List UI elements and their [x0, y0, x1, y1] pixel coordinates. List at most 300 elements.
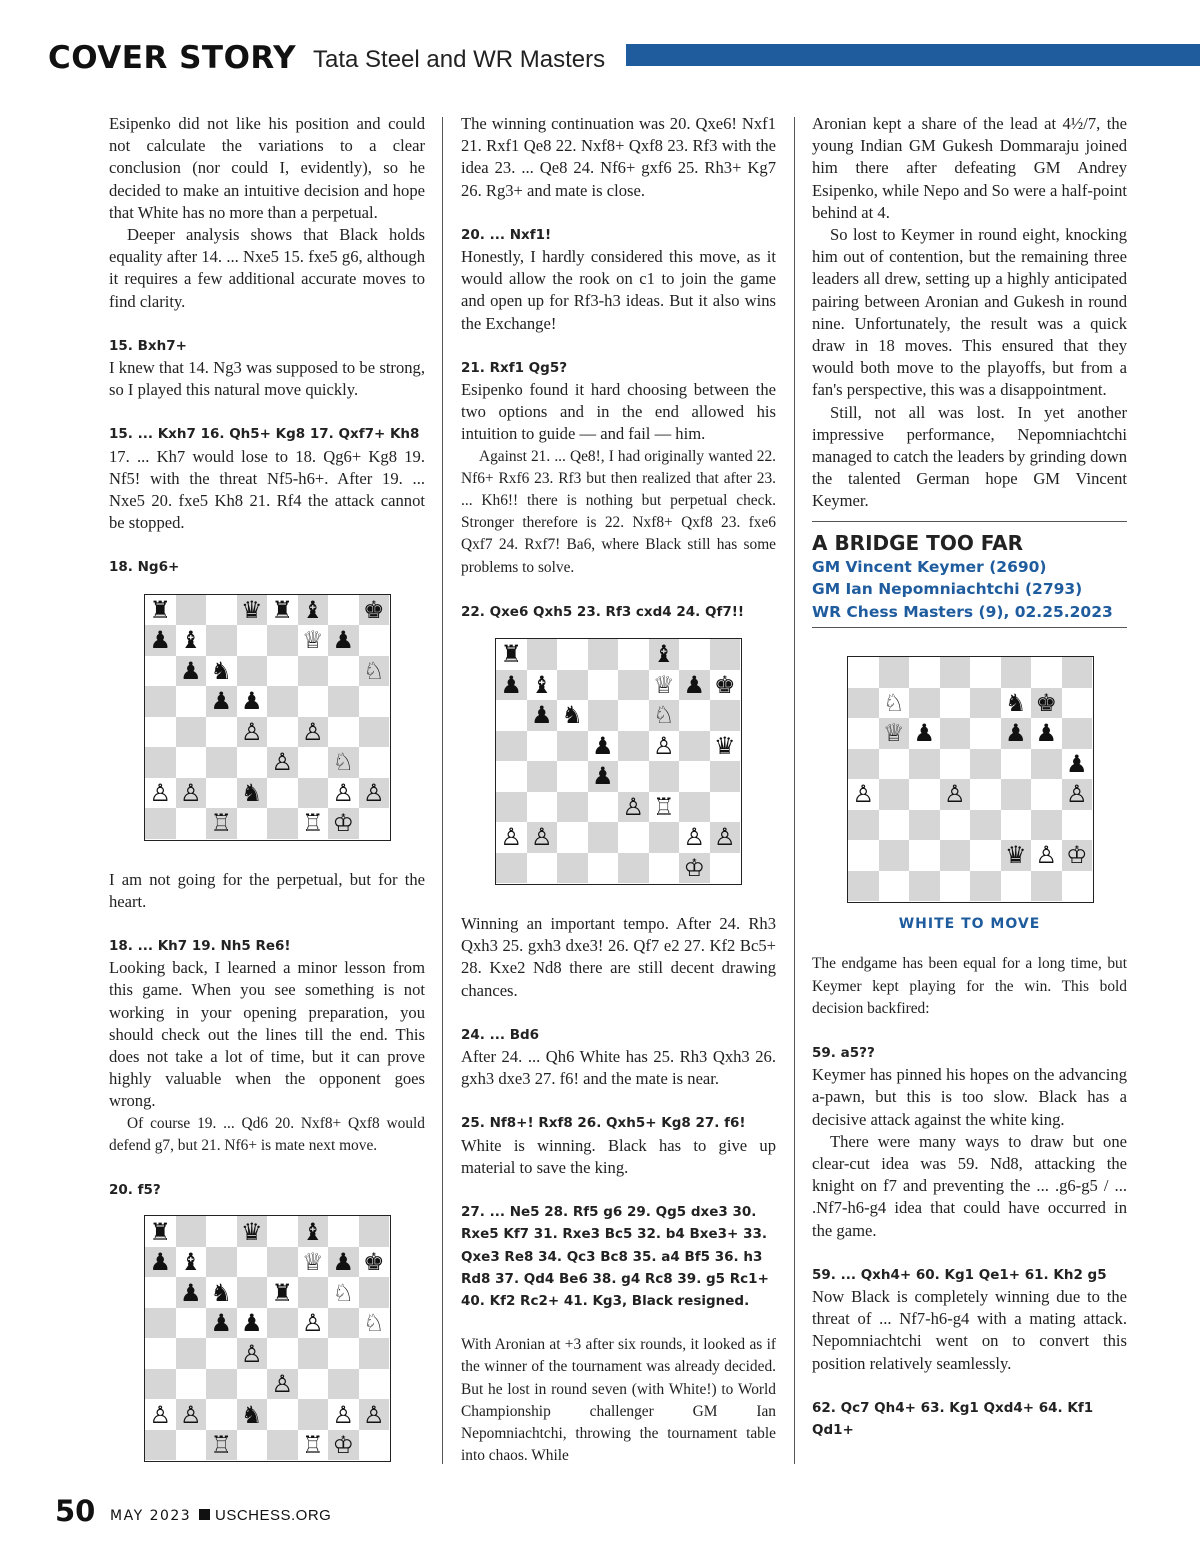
white-knight-icon: ♘	[649, 700, 680, 731]
paragraph: Esipenko found it hard choosing between the two options and in the end allowed his intuition to guide — and fail — him.	[461, 380, 776, 444]
white-pawn-icon: ♙	[359, 778, 390, 809]
board-square	[848, 871, 879, 902]
white-rook-icon: ♖	[649, 792, 680, 823]
column-divider-1	[442, 117, 443, 1464]
white-pawn-icon: ♙	[496, 822, 527, 853]
black-pawn-icon: ♟	[176, 656, 207, 687]
issue-date: MAY 2023	[110, 1508, 192, 1524]
board-square	[267, 1338, 298, 1369]
board-square	[1062, 657, 1093, 688]
white-queen-icon: ♕	[649, 670, 680, 701]
board-square	[496, 731, 527, 762]
board-square	[359, 1277, 390, 1308]
board-square	[206, 625, 237, 656]
white-king-icon: ♔	[1062, 840, 1093, 871]
black-pawn-icon: ♟	[1031, 718, 1062, 749]
board-square	[359, 1430, 390, 1461]
white-pawn-icon: ♙	[848, 779, 879, 810]
board-square	[267, 1247, 298, 1278]
board-square	[940, 688, 971, 719]
black-rook-icon: ♜	[145, 595, 176, 626]
black-bishop-icon: ♝	[176, 1247, 207, 1278]
board-square	[557, 761, 588, 792]
board-square	[328, 686, 359, 717]
page-number: 50	[55, 1494, 96, 1528]
board-square	[359, 747, 390, 778]
board-square	[176, 1369, 207, 1400]
chess-diagram	[144, 594, 391, 841]
board-square	[267, 656, 298, 687]
white-king-icon: ♔	[328, 1430, 359, 1461]
white-pawn-icon: ♙	[649, 731, 680, 762]
board-square	[359, 808, 390, 839]
paragraph: Deeper analysis shows that Black holds equality after 14. ... Nxe5 15. fxe5 g6, although it requires a few additional accurate moves to find clarity.	[109, 225, 425, 311]
board-square	[496, 700, 527, 731]
board-square	[940, 871, 971, 902]
white-pawn-icon: ♙	[237, 717, 268, 748]
board-square	[1031, 657, 1062, 688]
board-square	[267, 808, 298, 839]
board-square	[588, 792, 619, 823]
board-square	[145, 1338, 176, 1369]
paragraph: Of course 19. ... Qd6 20. Nxf8+ Qxf8 would defend g7, but 21. Nf6+ is mate next move.	[109, 1114, 425, 1154]
board-square	[940, 657, 971, 688]
board-square	[176, 808, 207, 839]
move-heading: 15. ... Kxh7 16. Qh5+ Kg8 17. Qxf7+ Kh8	[109, 426, 420, 443]
board-square	[328, 717, 359, 748]
board-square	[145, 656, 176, 687]
move-heading: 24. ... Bd6	[461, 1026, 540, 1043]
board-square	[940, 840, 971, 871]
paragraph: Honestly, I hardly considered this move, as it would allow the rook on c1 to join the game and open up for Rf3-h3 ideas. But it also wins the Exchange!	[461, 247, 776, 333]
black-bishop-icon: ♝	[298, 1216, 329, 1247]
paragraph: The winning continuation was 20. Qxe6! Nxf1 21. Rxf1 Qe8 22. Nxf8+ Qxf8 23. Rf3 with the idea 23. ... Qe8 24. Nf6+ gxf6 25. Rh3+ Kg7 26. Rg3+ and mate is close.	[461, 114, 776, 200]
paragraph: Winning an important tempo. After 24. Rh3 Qxh3 25. gxh3 dxe3! 26. Qf7 e2 27. Kf2 Bc5+ 28. Kxe2 Nd8 there are still decent drawing chances.	[461, 914, 776, 1000]
board-square	[970, 779, 1001, 810]
board-square	[557, 670, 588, 701]
board-square	[328, 1308, 359, 1339]
black-pawn-icon: ♟	[145, 625, 176, 656]
board-square	[710, 853, 741, 884]
board-square	[176, 717, 207, 748]
board-square	[359, 1338, 390, 1369]
board-square	[267, 686, 298, 717]
move-heading: 18. Ng6+	[109, 559, 180, 576]
board-square	[588, 670, 619, 701]
white-knight-icon: ♘	[328, 747, 359, 778]
board-square	[328, 1216, 359, 1247]
board-square	[879, 840, 910, 871]
board-square	[909, 779, 940, 810]
board-square	[1001, 810, 1032, 841]
board-square	[848, 657, 879, 688]
black-knight-icon: ♞	[206, 656, 237, 687]
board-square	[1001, 657, 1032, 688]
board-square	[557, 639, 588, 670]
board-square	[298, 1338, 329, 1369]
board-square	[970, 840, 1001, 871]
black-bishop-icon: ♝	[298, 595, 329, 626]
board-square	[940, 810, 971, 841]
sidebar-title: A BRIDGE TOO FAR	[812, 530, 1024, 555]
board-square	[206, 1369, 237, 1400]
white-pawn-icon: ♙	[940, 779, 971, 810]
board-square	[527, 792, 558, 823]
board-square	[206, 1399, 237, 1430]
black-rook-icon: ♜	[496, 639, 527, 670]
board-square	[527, 731, 558, 762]
paragraph: With Aronian at +3 after six rounds, it looked as if the winner of the tournament was already decided. But he lost in round seven (with White!) to World Championship challenger GM Ian Nepomniachtchi, throwing the tournament table into chaos. While	[461, 1336, 776, 1465]
black-bishop-icon: ♝	[649, 639, 680, 670]
board-square	[679, 792, 710, 823]
white-pawn-icon: ♙	[298, 1308, 329, 1339]
board-square	[527, 639, 558, 670]
board-square	[176, 686, 207, 717]
board-square	[359, 1216, 390, 1247]
board-square	[970, 810, 1001, 841]
board-square	[496, 792, 527, 823]
board-square	[848, 840, 879, 871]
chess-diagram	[847, 656, 1094, 903]
board-square	[298, 1399, 329, 1430]
black-pawn-icon: ♟	[909, 718, 940, 749]
black-knight-icon: ♞	[237, 1399, 268, 1430]
board-square	[237, 656, 268, 687]
board-square	[145, 1430, 176, 1461]
white-pawn-icon: ♙	[328, 778, 359, 809]
move-heading: 15. Bxh7+	[109, 337, 187, 354]
white-pawn-icon: ♙	[527, 822, 558, 853]
page-header	[48, 40, 1200, 76]
black-pawn-icon: ♟	[237, 1308, 268, 1339]
black-pawn-icon: ♟	[206, 1308, 237, 1339]
board-square	[237, 625, 268, 656]
board-square	[710, 761, 741, 792]
paragraph: So lost to Keymer in round eight, knocking him out of contention, but the remaining three leaders all drew, setting up a highly anticipated pairing between Aronian and Gukesh in round nine. Unfortunately, the result was a quick draw in 18 moves. This ensured that they would both move to the playoffs, but from a fan's perspective, this was a disappointment.	[812, 225, 1127, 400]
paragraph: I am not going for the perpetual, but for the heart.	[109, 869, 425, 911]
board-square	[970, 871, 1001, 902]
board-square	[328, 1369, 359, 1400]
footer-square	[199, 1509, 210, 1520]
move-heading: 25. Nf8+! Rxf8 26. Qxh5+ Kg8 27. f6!	[461, 1115, 746, 1132]
white-pawn-icon: ♙	[176, 778, 207, 809]
board-square	[1001, 749, 1032, 780]
move-heading: 62. Qc7 Qh4+ 63. Kg1 Qxd4+ 64. Kf1 Qd1+	[812, 1399, 1094, 1439]
black-pawn-icon: ♟	[679, 670, 710, 701]
black-pawn-icon: ♟	[328, 625, 359, 656]
board-square	[970, 718, 1001, 749]
board-square	[237, 1277, 268, 1308]
board-square	[206, 1338, 237, 1369]
black-rook-icon: ♜	[267, 1277, 298, 1308]
board-square	[176, 1216, 207, 1247]
white-pawn-icon: ♙	[237, 1338, 268, 1369]
black-king-icon: ♚	[710, 670, 741, 701]
board-square	[909, 871, 940, 902]
black-pawn-icon: ♟	[237, 686, 268, 717]
board-square	[298, 778, 329, 809]
black-pawn-icon: ♟	[496, 670, 527, 701]
board-square	[557, 822, 588, 853]
board-square	[298, 747, 329, 778]
board-square	[588, 822, 619, 853]
board-square	[176, 1338, 207, 1369]
board-square	[359, 1369, 390, 1400]
paragraph: Looking back, I learned a minor lesson from this game. When you see something is not working in your opening preparation, you should check out the lines till the end. This does not take a lot of time, but it can prove highly valuable when the opponent goes wrong.	[109, 958, 425, 1111]
board-square	[970, 688, 1001, 719]
board-square	[710, 639, 741, 670]
white-rook-icon: ♖	[298, 1430, 329, 1461]
black-queen-icon: ♛	[1001, 840, 1032, 871]
white-rook-icon: ♖	[298, 808, 329, 839]
black-king-icon: ♚	[359, 1247, 390, 1278]
board-square	[237, 808, 268, 839]
board-square	[1001, 779, 1032, 810]
black-pawn-icon: ♟	[1001, 718, 1032, 749]
section-subtitle: Tata Steel and WR Masters	[313, 46, 606, 73]
white-queen-icon: ♕	[298, 1247, 329, 1278]
column-2	[461, 113, 776, 1467]
white-king-icon: ♔	[679, 853, 710, 884]
board-square	[237, 1430, 268, 1461]
white-pawn-icon: ♙	[145, 1399, 176, 1430]
board-square	[359, 717, 390, 748]
board-square	[649, 822, 680, 853]
sidebar-bottom-rule	[812, 627, 1127, 628]
black-king-icon: ♚	[1031, 688, 1062, 719]
section-kicker: COVER STORY	[48, 40, 297, 76]
black-knight-icon: ♞	[1001, 688, 1032, 719]
board-square	[527, 853, 558, 884]
board-square	[618, 731, 649, 762]
board-square	[1062, 810, 1093, 841]
board-square	[710, 700, 741, 731]
board-square	[1031, 749, 1062, 780]
game-event: WR Chess Masters (9), 02.25.2023	[812, 602, 1113, 621]
board-square	[618, 639, 649, 670]
board-square	[909, 840, 940, 871]
black-pawn-icon: ♟	[527, 700, 558, 731]
column-divider-2	[794, 117, 795, 1464]
board-square	[145, 717, 176, 748]
black-pawn-icon: ♟	[145, 1247, 176, 1278]
board-square	[206, 1216, 237, 1247]
board-square	[679, 731, 710, 762]
board-square	[588, 700, 619, 731]
board-square	[557, 853, 588, 884]
paragraph: After 24. ... Qh6 White has 25. Rh3 Qxh3 26. gxh3 dxe3 27. f6! and the mate is near.	[461, 1047, 776, 1089]
move-heading: 27. ... Ne5 28. Rf5 g6 29. Qg5 dxe3 30. Rxe5 Kf7 31. Rxe3 Bc5 32. b4 Bxe3+ 33. Qxe3 Re8 34. Qc3 Bc8 35. a4 Bf5 36. h3 Rd8 37. Qd4 Be6 38. g4 Rc8 39. g5 Rc1+ 40. Kf2 Rc2+ 41. Kg3, Black resigned.	[461, 1204, 769, 1309]
board-square	[848, 749, 879, 780]
black-bishop-icon: ♝	[527, 670, 558, 701]
board-square	[1031, 871, 1062, 902]
black-pawn-icon: ♟	[588, 731, 619, 762]
black-knight-icon: ♞	[206, 1277, 237, 1308]
paragraph: Against 21. ... Qe8!, I had originally wanted 22. Nf6+ Rxf6 23. Rf3 but then realized that after 23. ... Kh6!! there is nothing but perpetual check. Stronger therefore is 22. Nxf8+ Qxf8 23. fxe6 Qxf7 24. Rxf7! Ba6, where Black still has some problems to solve.	[461, 447, 776, 576]
board-square	[679, 700, 710, 731]
white-knight-icon: ♘	[359, 1308, 390, 1339]
board-square	[909, 688, 940, 719]
paragraph: Still, not all was lost. In yet another impressive performance, Nepomniachtchi managed to catch the leaders by grinding down the talented German hope GM Vincent Keymer.	[812, 402, 1127, 511]
board-square	[527, 761, 558, 792]
board-square	[909, 810, 940, 841]
board-square	[879, 810, 910, 841]
paragraph: There were many ways to draw but one clear-cut idea was 59. Nd8, attacking the knight on f7 and preventing the ... .g6-g5 / ... .Nf7-h6-g4 idea that could have occurred in the game.	[812, 1131, 1127, 1240]
chess-diagram	[144, 1215, 391, 1462]
board-square	[618, 761, 649, 792]
board-square	[940, 718, 971, 749]
board-square	[1062, 718, 1093, 749]
board-square	[496, 761, 527, 792]
site-name: USCHESS.ORG	[215, 1507, 332, 1524]
board-square	[1001, 871, 1032, 902]
white-pawn-icon: ♙	[328, 1399, 359, 1430]
board-square	[618, 822, 649, 853]
board-square	[879, 871, 910, 902]
paragraph: The endgame has been equal for a long time, but Keymer kept playing for the win. This bold decision backfired:	[812, 955, 1127, 1017]
game-black-player: GM Ian Nepomniachtchi (2793)	[812, 580, 1083, 599]
black-king-icon: ♚	[359, 595, 390, 626]
move-heading: 21. Rxf1 Qg5?	[461, 359, 568, 376]
board-square	[848, 810, 879, 841]
board-square	[206, 778, 237, 809]
board-square	[267, 625, 298, 656]
board-square	[909, 657, 940, 688]
move-heading: 59. ... Qxh4+ 60. Kg1 Qe1+ 61. Kh2 g5	[812, 1266, 1107, 1283]
board-square	[298, 1277, 329, 1308]
board-square	[298, 1369, 329, 1400]
move-heading: 59. a5??	[812, 1044, 875, 1061]
black-knight-icon: ♞	[557, 700, 588, 731]
white-rook-icon: ♖	[206, 1430, 237, 1461]
board-square	[176, 595, 207, 626]
board-square	[267, 1399, 298, 1430]
white-pawn-icon: ♙	[1062, 779, 1093, 810]
black-queen-icon: ♛	[710, 731, 741, 762]
board-square	[710, 792, 741, 823]
board-square	[1031, 779, 1062, 810]
board-square	[618, 853, 649, 884]
board-square	[237, 1247, 268, 1278]
board-square	[879, 749, 910, 780]
column-1	[109, 113, 425, 1462]
board-square	[557, 731, 588, 762]
board-square	[145, 1277, 176, 1308]
paragraph: 17. ... Kh7 would lose to 18. Qg6+ Kg8 19. Nf5! with the threat Nf5-h6+. After 19. ... Nxe5 20. fxe5 Kh8 21. Rf4 the attack cannot be stopped.	[109, 446, 425, 533]
white-king-icon: ♔	[328, 808, 359, 839]
board-square	[1062, 688, 1093, 719]
board-square	[237, 1369, 268, 1400]
black-queen-icon: ♛	[237, 1216, 268, 1247]
paragraph: White is winning. Black has to give up material to save the king.	[461, 1135, 776, 1177]
board-square	[145, 747, 176, 778]
board-square	[328, 656, 359, 687]
board-square	[649, 853, 680, 884]
white-pawn-icon: ♙	[267, 1369, 298, 1400]
board-square	[588, 639, 619, 670]
board-square	[206, 717, 237, 748]
white-pawn-icon: ♙	[176, 1399, 207, 1430]
board-square	[557, 792, 588, 823]
paragraph: Keymer has pinned his hopes on the advancing a-pawn, but this is too slow. Black has a decisive attack against the white king.	[812, 1065, 1127, 1129]
board-square	[679, 639, 710, 670]
board-square	[940, 749, 971, 780]
board-square	[1062, 871, 1093, 902]
board-square	[848, 718, 879, 749]
board-square	[206, 747, 237, 778]
board-square	[267, 1430, 298, 1461]
board-square	[176, 1308, 207, 1339]
black-rook-icon: ♜	[145, 1216, 176, 1247]
paragraph: Now Black is completely winning due to the threat of ... Nf7-h6-g4 with a mating attack. Nepomniachtchi went on to convert this position relatively seamlessly.	[812, 1287, 1127, 1373]
board-square	[359, 625, 390, 656]
board-square	[970, 749, 1001, 780]
white-pawn-icon: ♙	[267, 747, 298, 778]
move-heading: 18. ... Kh7 19. Nh5 Re6!	[109, 938, 291, 955]
paragraph: Aronian kept a share of the lead at 4½/7, the young Indian GM Gukesh Dommaraju joined him there after defeating GM Andrey Esipenko, while Nepo and So were a half-point behind at 4.	[812, 114, 1127, 222]
white-queen-icon: ♕	[879, 718, 910, 749]
black-pawn-icon: ♟	[328, 1247, 359, 1278]
board-square	[298, 656, 329, 687]
black-bishop-icon: ♝	[176, 625, 207, 656]
board-square	[237, 747, 268, 778]
white-knight-icon: ♘	[359, 656, 390, 687]
white-knight-icon: ♘	[328, 1277, 359, 1308]
white-queen-icon: ♕	[298, 625, 329, 656]
board-square	[176, 1430, 207, 1461]
white-rook-icon: ♖	[206, 808, 237, 839]
board-square	[1031, 810, 1062, 841]
board-square	[848, 688, 879, 719]
board-square	[909, 749, 940, 780]
board-square	[879, 779, 910, 810]
paragraph: I knew that 14. Ng3 was supposed to be strong, so I played this natural move quickly.	[109, 358, 425, 400]
board-square	[649, 761, 680, 792]
white-pawn-icon: ♙	[145, 778, 176, 809]
board-square	[267, 1216, 298, 1247]
black-queen-icon: ♛	[237, 595, 268, 626]
board-square	[176, 747, 207, 778]
chess-diagram	[495, 638, 742, 885]
board-square	[206, 1247, 237, 1278]
white-pawn-icon: ♙	[679, 822, 710, 853]
board-square	[145, 808, 176, 839]
move-heading: 22. Qxe6 Qxh5 23. Rf3 cxd4 24. Qf7!!	[461, 603, 745, 620]
white-pawn-icon: ♙	[298, 717, 329, 748]
board-square	[618, 700, 649, 731]
black-knight-icon: ♞	[237, 778, 268, 809]
white-pawn-icon: ♙	[359, 1399, 390, 1430]
black-pawn-icon: ♟	[588, 761, 619, 792]
white-knight-icon: ♘	[879, 688, 910, 719]
game-white-player: GM Vincent Keymer (2690)	[812, 557, 1047, 576]
board-square	[679, 761, 710, 792]
paragraph: Esipenko did not like his position and could not calculate the variations to a clear conclusion (nor could I, evidently), so he decided to make an intuitive decision and hope that White has no more than a perpetual.	[109, 114, 425, 222]
board-square	[496, 853, 527, 884]
board-square	[970, 657, 1001, 688]
white-pawn-icon: ♙	[1031, 840, 1062, 871]
board-square	[267, 778, 298, 809]
board-square	[267, 1308, 298, 1339]
board-square	[359, 686, 390, 717]
black-pawn-icon: ♟	[206, 686, 237, 717]
board-square	[145, 1369, 176, 1400]
board-square	[145, 1308, 176, 1339]
white-pawn-icon: ♙	[710, 822, 741, 853]
move-heading: 20. ... Nxf1!	[461, 226, 552, 243]
board-square	[206, 595, 237, 626]
board-square	[588, 853, 619, 884]
